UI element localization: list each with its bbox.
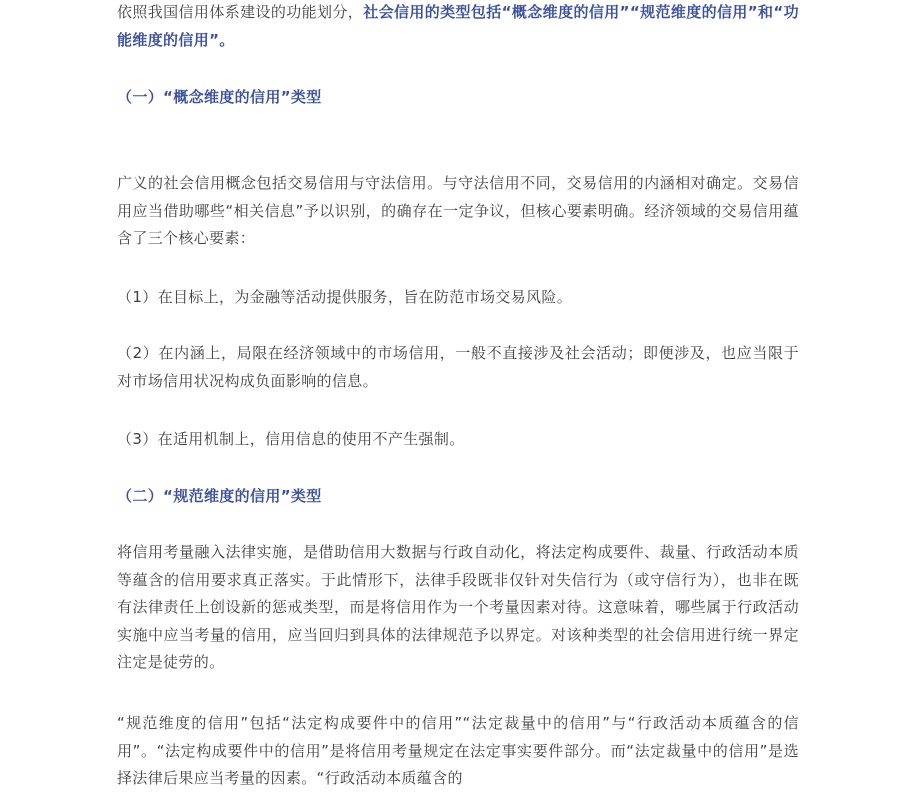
section1-item-3: （3）在适用机制上，信用信息的使用不产生强制。 — [117, 430, 465, 448]
section1-heading: （一）“概念维度的信用”类型 — [117, 88, 322, 106]
section1-paragraph-intro: 广义的社会信用概念包括交易信用与守法信用。与守法信用不同，交易信用的内涵相对确定。交易信用应当借助哪些“相关信息”予以识别，的确存在一定争议，但核心要素明确。经济领域的交易信用蕴含了三个核心要素： — [117, 174, 799, 247]
section2-heading: （二）“规范维度的信用”类型 — [117, 487, 322, 505]
section2-paragraph-1: 将信用考量融入法律实施，是借助信用大数据与行政自动化，将法定构成要件、裁量、行政活动本质等蕴含的信用要求真正落实。于此情形下，法律手段既非仅针对失信行为（或守信行为），也非在既有法律责任上创设新的惩戒类型，而是将信用作为一个考量因素对待。这意味着，哪些属于行政活动实施中应当考量的信用，应当回归到具体的法律规范予以界定。对该种类型的社会信用进行统一界定注定是徒劳的。 — [117, 543, 799, 671]
section1-item-1: （1）在目标上，为金融等活动提供服务，旨在防范市场交易风险。 — [117, 288, 573, 306]
section1-item-2: （2）在内涵上，局限在经济领域中的市场信用，一般不直接涉及社会活动；即便涉及，也应当限于对市场信用状况构成负面影响的信息。 — [117, 344, 799, 390]
intro-paragraph — [117, 0, 799, 54]
section2-paragraph-2: “规范维度的信用”包括“法定构成要件中的信用”“法定裁量中的信用”与“行政活动本质蕴含的信用”。“法定构成要件中的信用”是将信用考量规定在法定事实要件部分。而“法定裁量中的信用”是选择法律后果应当考量的因素。“行政活动本质蕴含的 — [117, 714, 799, 787]
intro-plain-text: 依照我国信用体系建设的功能划分， — [117, 3, 364, 21]
intro-emphasis-text: 社会信用的类型包括“概念维度的信用”“规范维度的信用”和“功能维度的信用”。 — [117, 3, 799, 49]
